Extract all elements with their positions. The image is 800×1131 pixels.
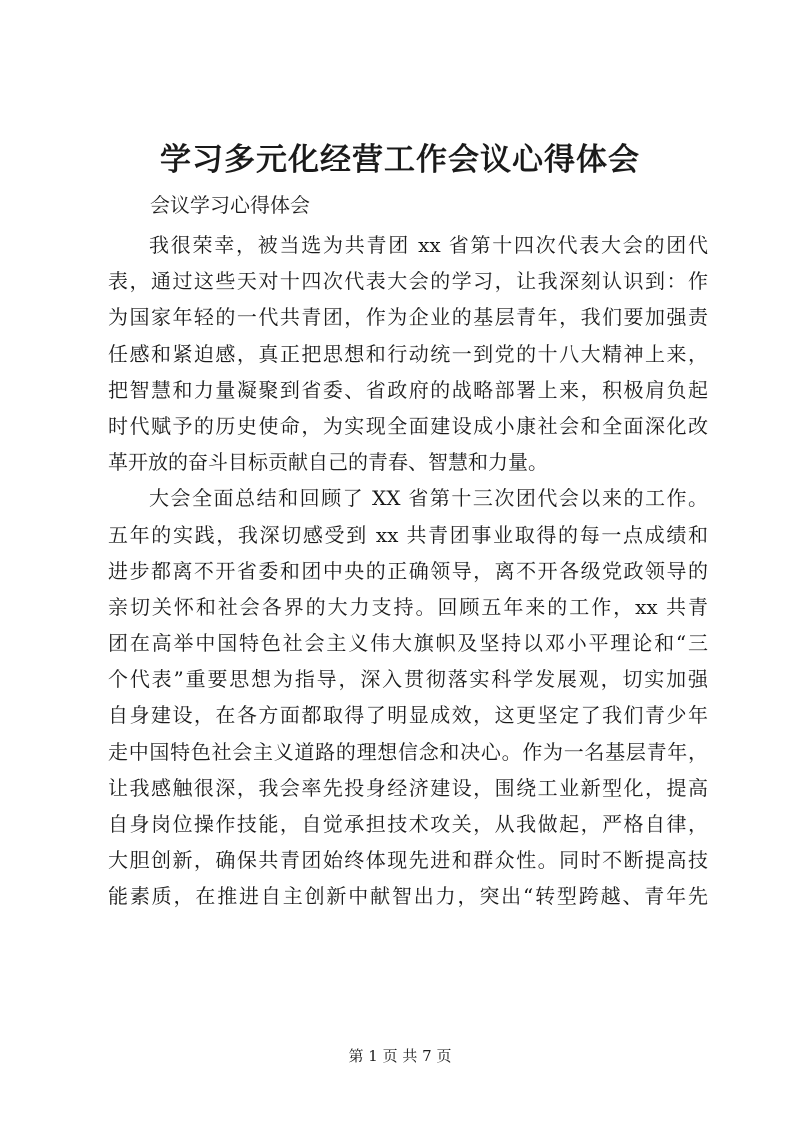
paragraph-2-line: 团在高举中国特色社会主义伟大旗帜及坚持以邓小平理论和“三 xyxy=(108,631,708,656)
document-title: 学习多元化经营工作会议心得体会 xyxy=(160,142,640,178)
paragraph-2-line: 大会全面总结和回顾了 XX 省第十三次团代会以来的工作。 xyxy=(149,486,708,511)
paragraph-1-line: 把智慧和力量凝聚到省委、省政府的战略部署上来，积极肩负起 xyxy=(108,377,708,402)
paragraph-2-line: 自身岗位操作技能，自觉承担技术攻关，从我做起，严格自律， xyxy=(108,812,708,836)
paragraph-1-line: 时代赋予的历史使命，为实现全面建设成小康社会和全面深化改 xyxy=(108,413,708,438)
document-body xyxy=(108,227,708,915)
page-footer: 第 1 页 共 7 页 xyxy=(348,1047,452,1065)
paragraph-2-line: 让我感触很深，我会率先投身经济建设，围绕工业新型化，提高 xyxy=(108,775,708,800)
paragraph-2-line: 亲切关怀和社会各界的大力支持。回顾五年来的工作，xx 共青 xyxy=(108,594,708,619)
paragraph-2-line: 个代表”重要思想为指导，深入贯彻落实科学发展观，切实加强 xyxy=(108,667,708,692)
paragraph-1-line: 为国家年轻的一代共青团，作为企业的基层青年，我们要加强责 xyxy=(108,305,708,330)
paragraph-1-line: 表，通过这些天对十四次代表大会的学习，让我深刻认识到：作 xyxy=(108,269,708,294)
paragraph-2-line: 五年的实践，我深切感受到 xx 共青团事业取得的每一点成绩和 xyxy=(108,522,708,547)
paragraph-1-line: 任感和紧迫感，真正把思想和行动统一到党的十八大精神上来， xyxy=(108,341,708,366)
paragraph-1-line: 我很荣幸，被当选为共青团 xx 省第十四次代表大会的团代 xyxy=(149,233,708,257)
paragraph-2-line: 大胆创新，确保共青团始终体现先进和群众性。同时不断提高技 xyxy=(108,848,708,873)
paragraph-2-line: 进步都离不开省委和团中央的正确领导，离不开各级党政领导的 xyxy=(108,558,708,583)
paragraph-2-line: 能素质，在推进自主创新中献智出力，突出“转型跨越、青年先 xyxy=(108,884,708,909)
document-subheading: 会议学习心得体会 xyxy=(150,193,310,217)
paragraph-1-line: 革开放的奋斗目标贡献自己的青春、智慧和力量。 xyxy=(108,450,548,475)
paragraph-2-line: 自身建设，在各方面都取得了明显成效，这更坚定了我们青少年 xyxy=(108,703,708,728)
paragraph-2-line: 走中国特色社会主义道路的理想信念和决心。作为一名基层青年， xyxy=(108,739,708,764)
